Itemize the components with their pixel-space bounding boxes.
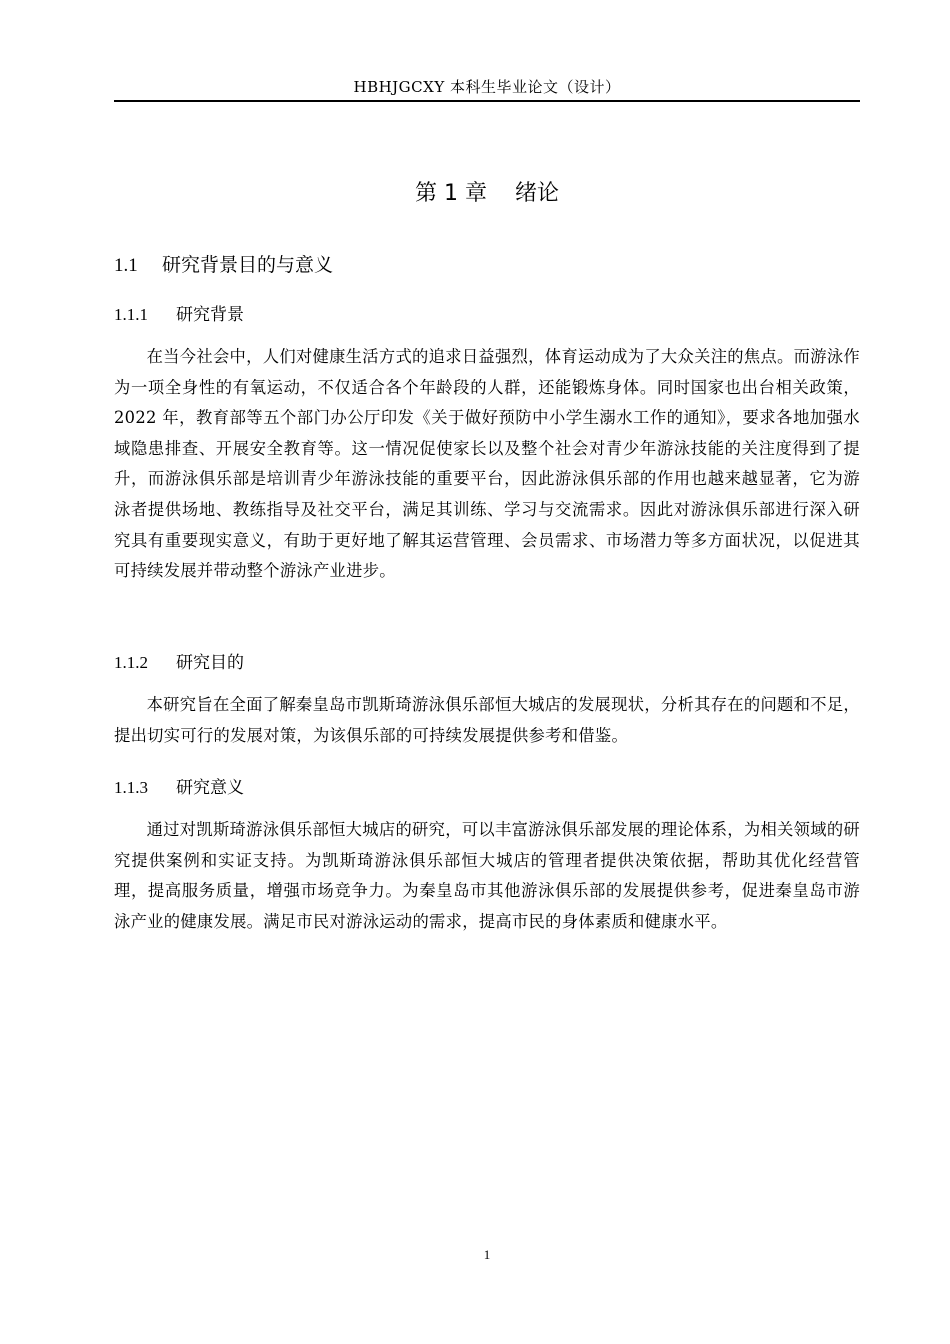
header-rule bbox=[114, 100, 860, 102]
section-number: 1.1 bbox=[114, 255, 138, 276]
paragraph-background: 在当今社会中，人们对健康生活方式的追求日益强烈，体育运动成为了大众关注的焦点。而游泳作为一项全身性的有氧运动，不仅适合各个年龄段的人群，还能锻炼身体。同时国家也出台相关政策，2022 年，教育部等五个部门办公厅印发《关于做好预防中小学生溺水工作的通知》，要求各地加强水域隐患排查、开展安全教育等。这一情况促使家长以及整个社会对青少年游泳技能的关注度得到了提升，而游泳俱乐部是培训青少年游泳技能的重要平台，因此游泳俱乐部的作用也越来越显著，它为游泳者提供场地、教练指导及社交平台，满足其训练、学习与交流需求。因此对游泳俱乐部进行深入研究具有重要现实意义，有助于更好地了解其运营管理、会员需求、市场潜力等多方面状况，以促进其可持续发展并带动整个游泳产业进步。 bbox=[114, 347, 860, 581]
chapter-title bbox=[114, 178, 860, 210]
page-number: 1 bbox=[483, 1247, 491, 1262]
paragraph-purpose: 本研究旨在全面了解秦皇岛市凯斯琦游泳俱乐部恒大城店的发展现状，分析其存在的问题和不足，提出切实可行的发展对策，为该俱乐部的可持续发展提供参考和借鉴。 bbox=[114, 695, 860, 745]
paragraph-significance: 通过对凯斯琦游泳俱乐部恒大城店的研究，可以丰富游泳俱乐部发展的理论体系，为相关领域的研究提供案例和实证支持。为凯斯琦游泳俱乐部恒大城店的管理者提供决策依据，帮助其优化经营管理，提高服务质量，增强市场竞争力。为秦皇岛市其他游泳俱乐部的发展提供参考，促进秦皇岛市游泳产业的健康发展。满足市民对游泳运动的需求，提高市民的身体素质和健康水平。 bbox=[114, 820, 860, 931]
page-header: HBHJGCXY 本科生毕业论文（设计） bbox=[353, 78, 621, 96]
chapter-number: 第 1 章 bbox=[415, 181, 487, 206]
subsection-number: 1.1.1 bbox=[114, 305, 148, 324]
section-title: 研究背景目的与意义 bbox=[162, 254, 334, 276]
subsection-title: 研究背景 bbox=[176, 305, 244, 325]
subsection-heading-purpose bbox=[114, 650, 244, 676]
subsection-number: 1.1.3 bbox=[114, 778, 148, 797]
chapter-name: 绪论 bbox=[514, 181, 559, 206]
subsection-title: 研究目的 bbox=[176, 653, 244, 673]
subsection-heading-background bbox=[114, 302, 244, 328]
section-heading bbox=[114, 251, 333, 280]
subsection-heading-significance bbox=[114, 775, 244, 801]
subsection-number: 1.1.2 bbox=[114, 653, 148, 672]
subsection-title: 研究意义 bbox=[176, 778, 244, 798]
